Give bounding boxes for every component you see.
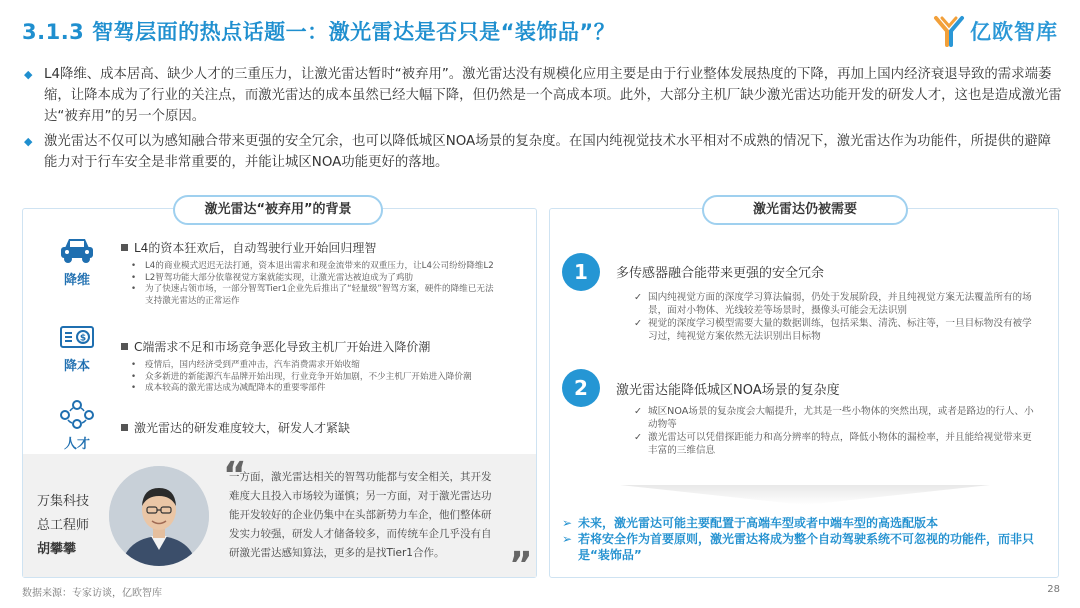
expert-quote — [23, 454, 536, 586]
conclusion-text: 若将安全作为首要原则，激光雷达将成为整个自动驾驶系统不可忽视的功能件，而非只是“装饰品” — [578, 532, 1035, 562]
square-bullet-icon — [121, 424, 128, 431]
list-item-text: 视觉的深度学习模型需要大量的数据训练，包括采集、清洗、标注等，一旦目标物没有被学习过，纯视觉方案依然无法识别出目标物 — [648, 318, 1032, 342]
page-title: 3.1.3 智驾层面的热点话题一：激光雷达是否只是“装饰品”？ — [22, 20, 616, 44]
conclusion-item — [562, 515, 1050, 531]
list-item: • L2智驾功能大部分依靠视觉方案就能实现，让激光雷达被迫成为了鸡肋 — [131, 272, 414, 283]
svg-text:$: $ — [79, 333, 87, 344]
quote-person-name: 胡攀攀 — [37, 542, 77, 557]
section-sub-list — [131, 261, 501, 307]
list-item — [634, 405, 1034, 431]
page-number: 28 — [1047, 584, 1060, 595]
check-icon: ✓ — [634, 292, 643, 303]
check-icon: ✓ — [634, 318, 643, 329]
close-quote-mark: ” — [509, 545, 533, 586]
logo-text: 亿欧智库 — [970, 20, 1058, 44]
list-item: • 成本较高的激光雷达成为减配降本的重要零部件 — [131, 383, 326, 393]
intro-bullets — [22, 64, 1062, 177]
list-item-text: 疫情后，国内经济受到严重冲击，汽车消费需求开始收缩 — [145, 360, 360, 370]
double-chevron-icon: ➢ — [562, 532, 573, 546]
intro-bullet-text: L4降维、成本居高、缺少人才的三重压力，让激光雷达暂时“被弃用”。激光雷达没有规模化应用主要是由于行业整体发展热度的下降，再加上国内经济衰退导致的需求端萎缩，让降本成为了行业的关注点，而激光雷达的成本虽然已经大幅下降，但仍然是一个高成本项。此外，大部分主机厂缺少激光雷达功能开发的研发人才，这也是造成激光雷达“被弃用”的另一个原因。 — [44, 67, 1062, 124]
list-item: • 众多新进的新能源汽车品牌开始出现，行业竞争开始加剧，不少主机厂开始进入降价潮 — [131, 371, 472, 382]
list-item: • 为了快速占领市场，一部分智驾Tier1企业先后推出了“轻量级”智驾方案，硬件的降维已无法支持激光雷达的正常运作 — [131, 284, 501, 307]
intro-bullet — [22, 64, 1062, 127]
money-card-icon — [59, 325, 95, 351]
check-icon: ✓ — [634, 406, 643, 417]
point-list — [634, 405, 1034, 457]
icon-label: 人才 — [63, 437, 90, 452]
yiou-logo-icon — [932, 14, 966, 48]
point-heading: 多传感器融合能带来更强的安全冗余 — [616, 266, 825, 281]
conclusion-text: 未来，激光雷达可能主要配置于高端车型或者中端车型的高选配版本 — [578, 516, 939, 530]
point-number: 2 — [562, 369, 600, 407]
square-bullet-icon — [121, 244, 128, 251]
quote-position: 总工程师 — [37, 518, 90, 533]
check-icon: ✓ — [634, 432, 643, 443]
list-item — [634, 431, 1034, 457]
people-network-icon — [59, 399, 95, 429]
list-item-text: L2智驾功能大部分依靠视觉方案就能实现，让激光雷达被迫成为了鸡肋 — [145, 272, 414, 283]
icon-label: 降本 — [63, 359, 90, 374]
conclusion-item — [562, 531, 1050, 563]
section-heading — [121, 239, 376, 256]
down-arrow-divider — [620, 483, 990, 505]
section-sub-list — [131, 360, 501, 395]
brand-logo — [932, 14, 1058, 48]
square-bullet-icon — [121, 343, 128, 350]
list-item-text: 城区NOA场景的复杂度会大幅提升，尤其是一些小物体的突然出现，或者是路边的行人、小动物等 — [648, 406, 1034, 430]
section-icon-block — [51, 399, 103, 452]
quote-company: 万集科技 — [37, 494, 90, 509]
avatar — [109, 466, 209, 566]
list-item — [634, 317, 1034, 343]
list-item-text: 激光雷达可以凭借探距能力和高分辨率的特点，降低小物体的漏检率，并且能给视觉带来更丰富的三维信息 — [648, 432, 1032, 456]
list-item-text: 成本较高的激光雷达成为减配降本的重要零部件 — [145, 383, 326, 393]
point-number: 1 — [562, 253, 600, 291]
section-heading-text: 激光雷达的研发难度较大，研发人才紧缺 — [134, 421, 351, 435]
list-item-text: 为了快速占领市场，一部分智驾Tier1企业先后推出了“轻量级”智驾方案，硬件的降维已无法支持激光雷达的正常运作 — [145, 284, 494, 306]
car-icon — [59, 235, 95, 265]
list-item: • L4的商业模式迟迟无法打通，资本退出需求和现金流带来的双重压力，让L4公司纷纷降维L2 — [131, 261, 494, 271]
point-heading: 激光雷达能降低城区NOA场景的复杂度 — [616, 383, 840, 398]
list-item-text: L4的商业模式迟迟无法打通，资本退出需求和现金流带来的双重压力，让L4公司纷纷降维L2 — [145, 261, 494, 271]
data-source: 数据来源：专家访谈，亿欧智库 — [22, 588, 162, 599]
section-icon-block — [51, 325, 103, 374]
point-list — [634, 291, 1034, 343]
quote-text: 一方面，激光雷达相关的智驾功能都与安全相关，其开发难度大且投入市场较为谨慎；另一方面，对于激光雷达功能开发较好的企业仍集中在头部新势力车企，他们整体研发实力较强，研发人才储备较多，而传统车企几乎没有自研激光雷达感知算法，更多的是找Tier1合作。 — [229, 471, 492, 559]
icon-label: 降维 — [63, 273, 90, 288]
double-chevron-icon: ➢ — [562, 516, 573, 530]
list-item — [634, 291, 1034, 317]
intro-bullet — [22, 131, 1062, 173]
section-heading-text: L4的资本狂欢后，自动驾驶行业开始回归理智 — [134, 241, 377, 255]
list-item-text: 国内纯视觉方面的深度学习算法偏弱，仍处于发展阶段，并且纯视觉方案无法覆盖所有的场景，面对小物体、光线较差等场景时，摄像头可能会无法识别 — [648, 292, 1032, 316]
section-heading — [121, 419, 350, 436]
diamond-icon: ◆ — [24, 68, 33, 81]
still-needed-panel-tab: 激光雷达仍被需要 — [702, 195, 908, 225]
list-item: • 疫情后，国内经济受到严重冲击，汽车消费需求开始收缩 — [131, 360, 360, 370]
section-heading-text: C端需求不足和市场竞争恶化导致主机厂开始进入降价潮 — [134, 340, 431, 354]
still-needed-panel — [549, 202, 1059, 578]
list-item-text: 众多新进的新能源汽车品牌开始出现，行业竞争开始加剧，不少主机厂开始进入降价潮 — [145, 371, 472, 382]
background-panel-tab: 激光雷达“被弃用”的背景 — [173, 195, 383, 225]
diamond-icon: ◆ — [24, 135, 33, 148]
section-heading — [121, 338, 430, 355]
section-icon-block — [51, 235, 103, 288]
open-quote-mark: “ — [223, 455, 247, 496]
intro-bullet-text: 激光雷达不仅可以为感知融合带来更强的安全冗余，也可以降低城区NOA场景的复杂度。在国内纯视觉技术水平相对不成熟的情况下，激光雷达作为功能件，所提供的避障能力对于行车安全是非常重要的，并能让城区NOA功能更好的落地。 — [44, 134, 1051, 170]
background-panel — [22, 202, 537, 586]
conclusions — [562, 515, 1050, 563]
